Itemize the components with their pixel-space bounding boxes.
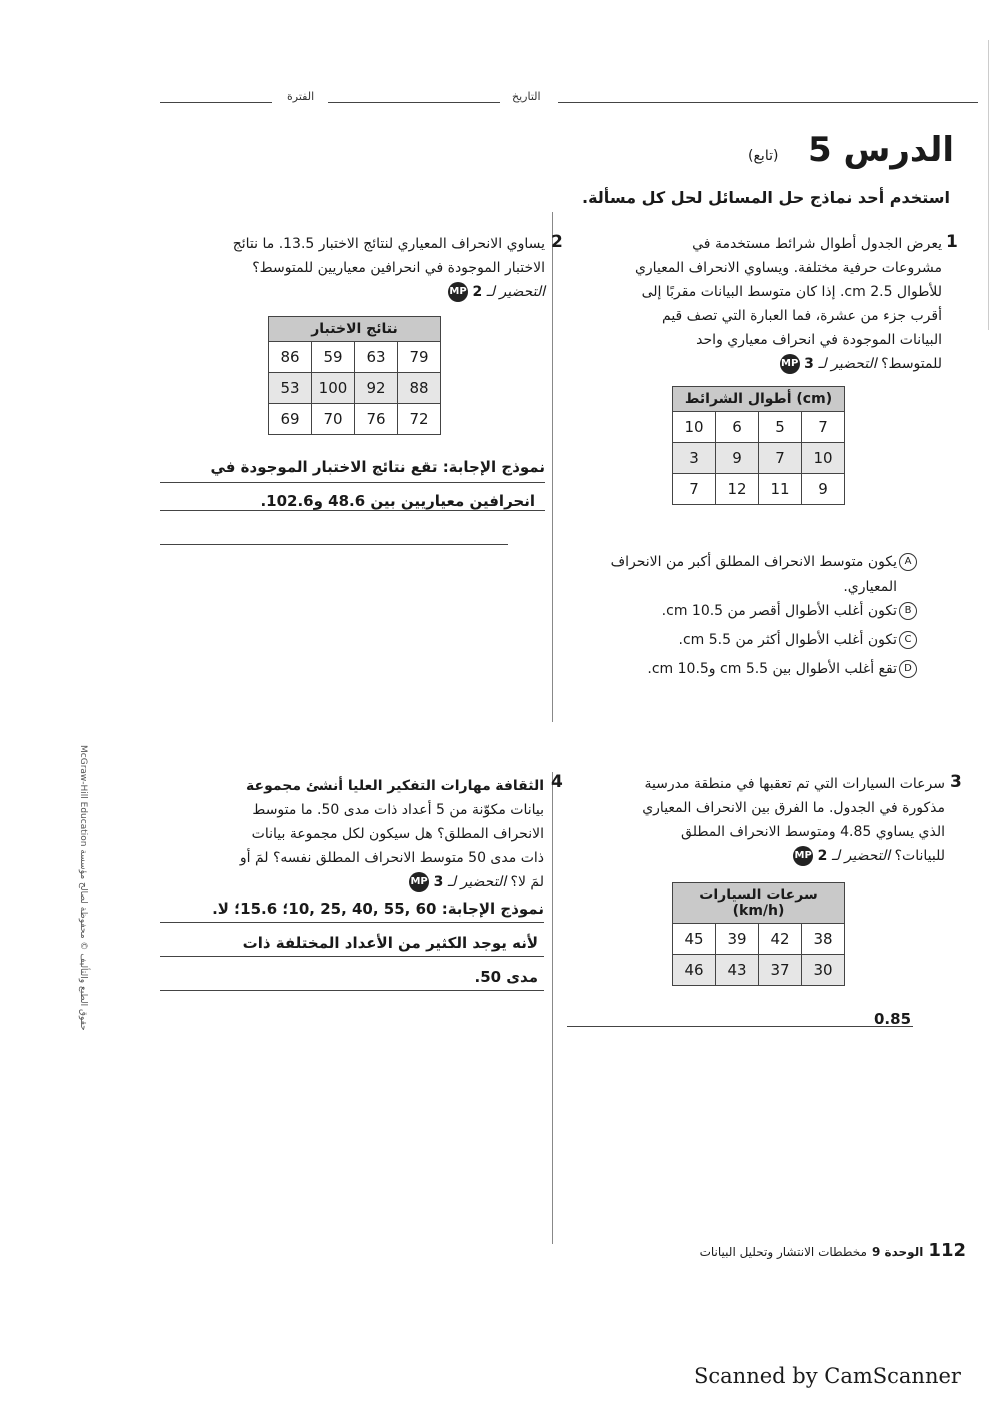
period-label: الفترة (287, 90, 315, 103)
q1-line: يعرض الجدول أطوال شرائط مستخدمة في (692, 236, 942, 252)
table-cell: 76 (355, 404, 398, 435)
lesson-title: الدرس 5 (807, 130, 954, 170)
table-cell: 70 (312, 404, 355, 435)
q1-line: للأطوال 2.5 cm. إذا كان متوسط البيانات مقربًا إلى (641, 284, 942, 300)
q1-prep: التحضير لـ (818, 356, 877, 372)
table-cell: 5 (759, 412, 802, 443)
q3-last-line (565, 844, 945, 868)
table-cell: 10 (673, 412, 716, 443)
table-cell: 38 (802, 924, 845, 955)
scanner-watermark: Scanned by CamScanner (694, 1364, 961, 1388)
q1-options (565, 548, 917, 684)
table-cell: 3 (673, 443, 716, 474)
q4-answer-underline (160, 922, 544, 923)
q2-prep-line (150, 280, 545, 304)
table-cell: 53 (269, 373, 312, 404)
unit-label: الوحدة 9 (871, 1245, 924, 1259)
table-row (673, 924, 845, 955)
q3-line: الذي يساوي 4.85 ومتوسط الانحراف المطلق (681, 824, 945, 840)
column-divider-top (552, 212, 553, 722)
q4-answer-line-2: لأنه يوجد الكثير من الأعداد المختلفة ذات (242, 934, 538, 952)
table-cell: 92 (355, 373, 398, 404)
q4-answer-line-1: نموذج الإجابة: 60 ,55 ,40 ,25 ,10؛ 15.6؛ لا. (212, 900, 544, 918)
name-line (558, 102, 978, 103)
column-divider-bottom (552, 772, 553, 1244)
table-cell: 88 (398, 373, 441, 404)
table-cell: 69 (269, 404, 312, 435)
q2-answer-underline (160, 544, 508, 545)
q1-mp-number: 3 (804, 356, 814, 372)
q2-line: الاختبار الموجودة في انحرافين معياريين للمتوسط؟ (252, 260, 545, 276)
q1-table-title: أطوال الشرائط (cm) (673, 387, 845, 412)
q2-table (268, 316, 441, 435)
q2-answer-underline (160, 510, 545, 511)
option-a-cont (565, 577, 917, 597)
table-cell: 39 (716, 924, 759, 955)
option-text: يكون متوسط الانحراف المطلق أكبر من الانحراف (610, 554, 897, 570)
q4-last-text: لمَ لا؟ (510, 874, 544, 890)
q2-answer-underline (160, 482, 545, 483)
q4-prep: التحضير لـ (447, 874, 507, 890)
table-cell: 63 (355, 342, 398, 373)
option-text: تكون أغلب الأطوال أقصر من 10.5 cm. (661, 603, 897, 619)
option-text: المعياري. (843, 579, 897, 595)
q4-first-line (150, 774, 544, 798)
q4-last-line (150, 870, 544, 894)
q4-answer-line-3: مدى 50. (474, 968, 538, 986)
q2-text (150, 232, 545, 304)
mp-badge-icon: MP (793, 846, 813, 866)
q4-line: الانحراف المطلق؟ هل سيكون لكل مجموعة بيانات (251, 826, 544, 842)
table-cell: 43 (716, 955, 759, 986)
q3-line: مذكورة في الجدول. ما الفرق بين الانحراف المعياري (642, 800, 945, 816)
q4-text (150, 774, 544, 894)
q2-prep: التحضير لـ (486, 284, 545, 300)
table-row (673, 955, 845, 986)
q3-prep: التحضير لـ (831, 848, 891, 864)
lesson-heading (808, 130, 954, 170)
q2-answer-line-1: نموذج الإجابة: تقع نتائج الاختبار الموجودة في (210, 458, 545, 476)
lesson-subtitle: (تابع) (748, 148, 779, 164)
q4-answer-underline (160, 956, 544, 957)
q2-answer-line-2: انحرافين معياريين بين 48.6 و102.6. (260, 492, 535, 510)
table-row (673, 412, 845, 443)
q3-line: سرعات السيارات التي تم تعقبها في منطقة مدرسية (644, 776, 945, 792)
option-letter-icon: B (899, 602, 917, 620)
table-cell: 9 (716, 443, 759, 474)
table-row (269, 404, 441, 435)
q2-line: يساوي الانحراف المعياري لنتائج الاختبار 13.5. ما نتائج (232, 236, 545, 252)
unit-title: مخططات الانتشار وتحليل البيانات (699, 1245, 867, 1259)
table-cell: 100 (312, 373, 355, 404)
table-cell: 6 (716, 412, 759, 443)
table-cell: 45 (673, 924, 716, 955)
page-edge (988, 40, 989, 330)
mp-badge-icon: MP (409, 872, 429, 892)
q1-last-text: للمتوسط؟ (881, 356, 942, 372)
table-cell: 12 (716, 474, 759, 505)
option-b[interactable] (565, 597, 917, 626)
table-cell: 10 (802, 443, 845, 474)
q4-mp-number: 3 (433, 874, 444, 890)
table-cell: 9 (802, 474, 845, 505)
table-cell: 79 (398, 342, 441, 373)
q1-line: البيانات الموجودة في انحراف معياري واحد (696, 332, 942, 348)
table-cell: 30 (802, 955, 845, 986)
option-text: تقع أغلب الأطوال بين 5.5 cm و10.5 cm. (647, 661, 897, 677)
option-text: تكون أغلب الأطوال أكثر من 5.5 cm. (678, 632, 897, 648)
side-copyright: McGraw-Hill Education حقوق الطبع والتأليف © محفوظة لصالح مؤسسة (78, 745, 88, 1031)
q1-text (565, 232, 942, 376)
footer (546, 1240, 966, 1261)
table-cell: 7 (759, 443, 802, 474)
q4-answer-underline (160, 990, 544, 991)
option-letter-icon: D (899, 660, 917, 678)
q2-number: 2 (551, 232, 563, 252)
q1-number: 1 (946, 232, 958, 252)
date-line (328, 102, 500, 103)
table-cell: 72 (398, 404, 441, 435)
option-c[interactable] (565, 626, 917, 655)
q1-last-line (565, 352, 942, 376)
period-line (160, 102, 272, 103)
q3-text (565, 772, 945, 868)
table-row (673, 443, 845, 474)
table-row (269, 373, 441, 404)
q2-mp-number: 2 (472, 284, 483, 300)
q1-line: أقرب جزء من عشرة، فما العبارة التي تصف قيم (662, 308, 942, 324)
table-cell: 7 (673, 474, 716, 505)
q3-number: 3 (950, 772, 962, 792)
q3-last-text: للبيانات؟ (894, 848, 945, 864)
q1-table (672, 386, 845, 505)
q4-label: الثقافة (495, 778, 544, 794)
date-label: التاريخ (512, 90, 541, 103)
q4-line: بيانات مكوّنة من 5 أعداد ذات مدى 50. ما متوسط (252, 802, 544, 818)
table-cell: 46 (673, 955, 716, 986)
q4-line: ذات مدى 50 متوسط الانحراف المطلق نفسه؟ لمَ أو (239, 850, 544, 866)
table-cell: 7 (802, 412, 845, 443)
table-row (269, 342, 441, 373)
q3-table (672, 882, 845, 986)
q3-answer-underline (567, 1026, 913, 1027)
q3-mp-number: 2 (817, 848, 828, 864)
table-cell: 37 (759, 955, 802, 986)
option-d[interactable] (565, 655, 917, 684)
table-cell: 11 (759, 474, 802, 505)
table-cell: 86 (269, 342, 312, 373)
table-cell: 42 (759, 924, 802, 955)
q4-number: 4 (551, 772, 563, 792)
q1-line: مشروعات حرفية مختلفة. ويساوي الانحراف المعياري (634, 260, 942, 276)
table-row (673, 474, 845, 505)
q4-line: مهارات التفكير العليا أنشئ مجموعة (246, 778, 491, 794)
option-a[interactable] (565, 548, 917, 577)
option-letter-icon: C (899, 631, 917, 649)
q2-table-title: نتائج الاختبار (269, 317, 441, 342)
instruction: استخدم أحد نماذج حل المسائل لحل كل مسألة. (582, 188, 950, 207)
mp-badge-icon: MP (448, 282, 468, 302)
mp-badge-icon: MP (780, 354, 800, 374)
table-cell: 59 (312, 342, 355, 373)
q3-answer: 0.85 (874, 1010, 912, 1028)
option-letter-icon: A (899, 553, 917, 571)
page-number: 112 (928, 1240, 966, 1261)
q3-table-title: سرعات السيارات (km/h) (673, 883, 845, 924)
